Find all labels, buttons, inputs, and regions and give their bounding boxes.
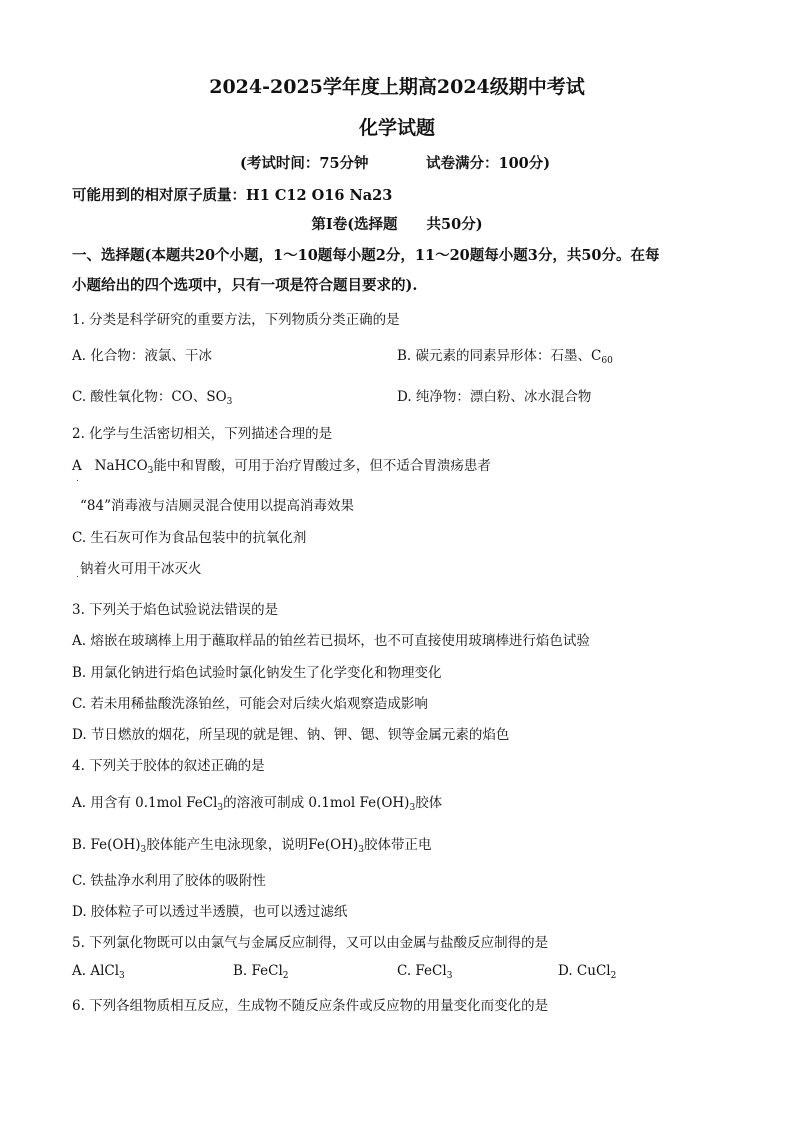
question-4-stem: 4. 下列关于胶体的叙述正确的是: [72, 758, 265, 774]
question-5-stem: 5. 下列氯化物既可以由氯气与金属反应制得，又可以由金属与盐酸反应制得的是: [72, 935, 549, 951]
question-2-option-d: 钠着火可用干冰灭火: [80, 561, 202, 577]
question-4-option-c: C. 铁盐净水利用了胶体的吸附性: [72, 873, 266, 889]
instructions-line-2: 小题给出的四个选项中，只有一项是符合题目要求的).: [72, 277, 418, 294]
question-1-option-d: D. 纯净物：漂白粉、冰水混合物: [397, 389, 592, 405]
question-3-option-d: D. 节日燃放的烟花，所呈现的就是锂、钠、钾、锶、钡等金属元素的焰色: [72, 727, 510, 743]
volume-heading: 第I卷(选择题 共50分): [311, 216, 483, 233]
question-6-stem: 6. 下列各组物质相互反应，生成物不随反应条件或反应物的用量变化而变化的是: [72, 998, 549, 1014]
question-4-option-b: B. $Fe(OH)_3$胶体能产生电泳现象，说明$Fe(OH)_3$胶体带正电: [72, 837, 432, 855]
instructions-line-1: 一、选择题(本题共20个小题，1～10题每小题2分，11～20题每小题3分，共50分。在每: [72, 247, 660, 264]
question-3-option-c: C. 若未用稀盐酸洗涤铂丝，可能会对后续火焰观察造成影响: [72, 696, 428, 712]
question-5-option-b: B. FeCl$_2$: [233, 963, 289, 981]
question-2-option-a: A NaHCO$_3$能中和胃酸，可用于治疗胃酸过多，但不适合胃溃疡患者: [72, 458, 491, 476]
question-1-option-b: B. 碳元素的同素异形体：石墨、$C_{60}$: [397, 348, 613, 366]
question-5-option-d: D. CuCl$_2$: [558, 963, 617, 981]
question-1-stem: 1. 分类是科学研究的重要方法，下列物质分类正确的是: [72, 312, 400, 328]
question-2-dot-1: .: [76, 474, 79, 484]
question-4-option-a: A. 用含有 0.1mol FeCl$_3$的溶液可制成 0.1mol $Fe(OH)_3$胶体: [72, 795, 443, 813]
exam-title: 2024-2025学年度上期高2024级期中考试: [209, 76, 585, 98]
question-2-option-c: C. 生石灰可作为食品包装中的抗氧化剂: [72, 530, 307, 546]
question-5-option-c: C. FeCl$_3$: [397, 963, 453, 981]
exam-subtitle: 化学试题: [358, 117, 435, 139]
question-1-option-a: A. 化合物：液氯、干冰: [72, 348, 212, 364]
question-3-option-a: A. 熔嵌在玻璃棒上用于蘸取样品的铂丝若已损坏，也不可直接使用玻璃棒进行焰色试验: [72, 633, 590, 649]
question-3-stem: 3. 下列关于焰色试验说法错误的是: [72, 602, 279, 618]
full-score: 试卷满分：100分): [426, 155, 551, 172]
exam-time: (考试时间：75分钟: [240, 155, 369, 172]
question-1-option-c: C. 酸性氧化物：CO、$SO_3$: [72, 389, 233, 407]
question-2-stem: 2. 化学与生活密切相关，下列描述合理的是: [72, 426, 333, 442]
question-5-option-a: A. AlCl$_3$: [72, 963, 125, 981]
question-3-option-b: B. 用氯化钠进行焰色试验时氯化钠发生了化学变化和物理变化: [72, 665, 442, 681]
question-2-dot-2: .: [76, 570, 79, 580]
question-4-option-d: D. 胶体粒子可以透过半透膜，也可以透过滤纸: [72, 904, 348, 920]
atomic-mass-line: 可能用到的相对原子质量：H1 C12 O16 Na23: [72, 187, 393, 204]
question-2-option-b: “84”消毒液与洁厕灵混合使用以提高消毒效果: [80, 498, 354, 514]
